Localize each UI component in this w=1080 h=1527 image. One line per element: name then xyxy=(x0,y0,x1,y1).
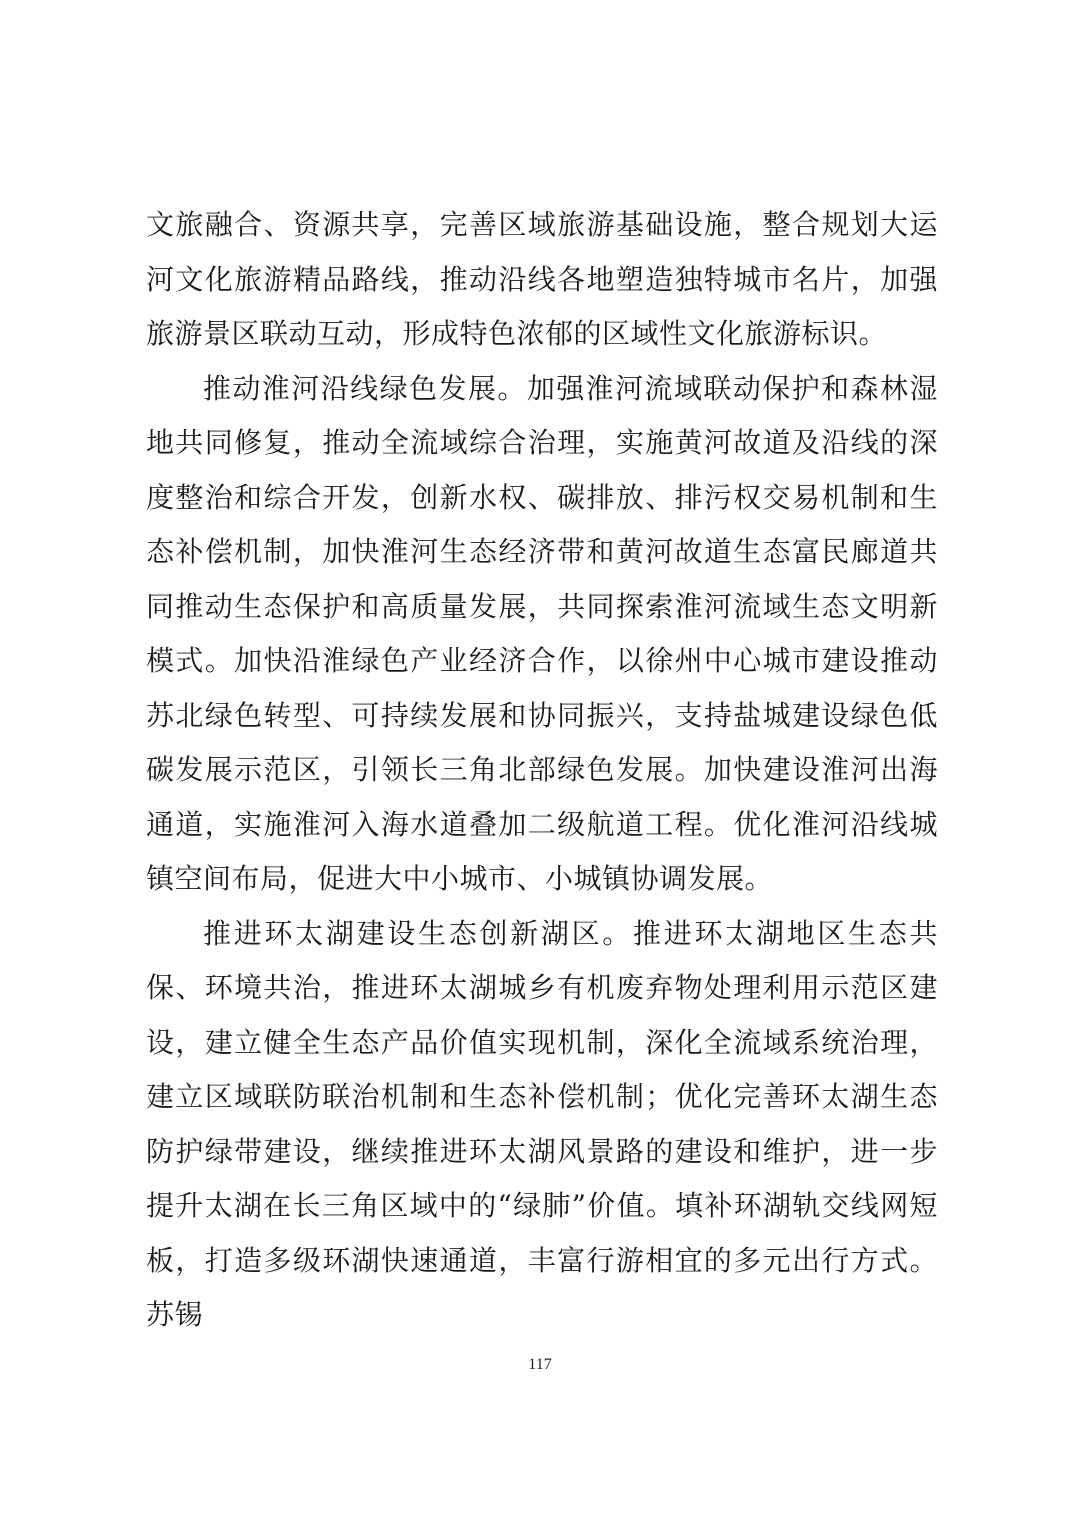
page-number: 117 xyxy=(528,1356,552,1373)
paragraph-text: 推进环太湖地区生态共保、环境共治，推进环太湖城乡有机废弃物处理利用示范区建设，建立健全生态产品价值实现机制，深化全流域系统治理，建立区域联防联治机制和生态补偿机制；优化完善环太湖生态防护绿带建设，继续推进环太湖风景路的建设和维护，进一步提升太湖在长三角区域中的“绿肺”价值。填补环湖轨交线网短板，打造多级环湖快速通道，丰富行游相宜的多元出行方式。苏锡 xyxy=(146,916,938,1331)
paragraph-taihu-ecological-innovation xyxy=(146,907,938,1343)
paragraph-tourism-continued xyxy=(146,198,938,362)
paragraph-text: 文旅融合、资源共享，完善区域旅游基础设施，整合规划大运河文化旅游精品路线，推动沿线各地塑造独特城市名片，加强旅游景区联动互动，形成特色浓郁的区域性文化旅游标识。 xyxy=(146,208,938,350)
paragraph-text: 加强淮河流域联动保护和森林湿地共同修复，推动全流域综合治理，实施黄河故道及沿线的深度整治和综合开发，创新水权、碳排放、排污权交易机制和生态补偿机制，加快淮河生态经济带和黄河故道生态富民廊道共同推动生态保护和高质量发展，共同探索淮河流域生态文明新模式。加快沿淮绿色产业经济合作，以徐州中心城市建设推动苏北绿色转型、可持续发展和协同振兴，支持盐城建设绿色低碳发展示范区，引领长三角北部绿色发展。加快建设淮河出海通道，实施淮河入海水道叠加二级航道工程。优化淮河沿线城镇空间布局，促进大中小城市、小城镇协调发展。 xyxy=(146,371,938,895)
paragraph-heading: 推进环太湖建设生态创新湖区。 xyxy=(203,916,634,950)
paragraph-huaihe-green-development xyxy=(146,362,938,907)
paragraph-heading: 推动淮河沿线绿色发展。 xyxy=(203,371,527,405)
document-body xyxy=(146,198,938,1343)
